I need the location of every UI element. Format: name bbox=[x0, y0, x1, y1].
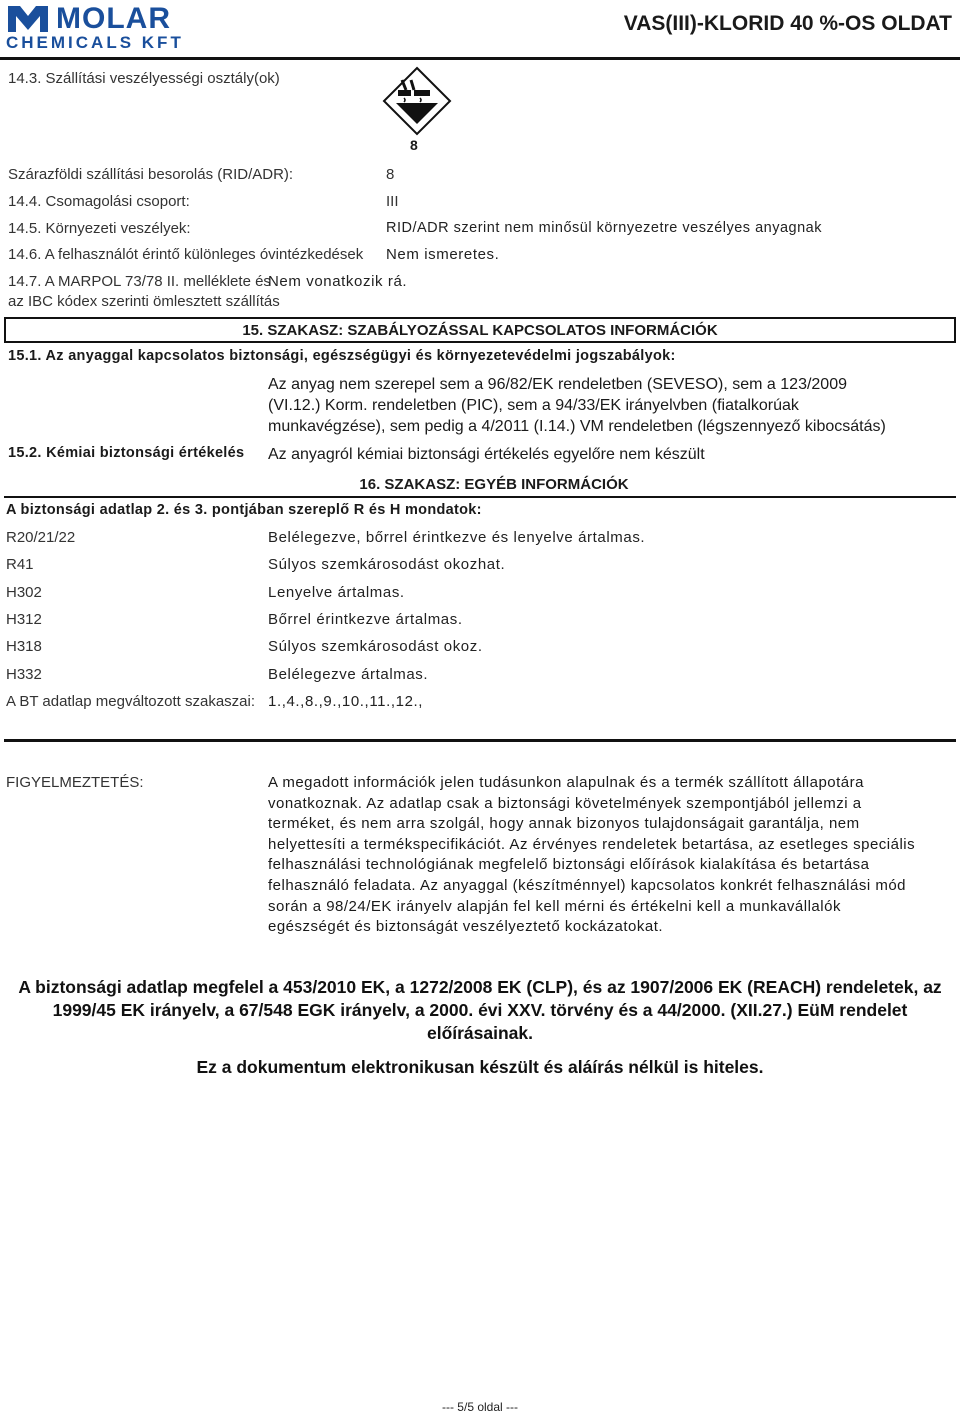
phrase-code-6: H332 bbox=[6, 666, 42, 683]
row-packing-group-value: III bbox=[386, 193, 399, 210]
legal-line-3: előírásainak. bbox=[426, 1023, 534, 1043]
row-precautions-value: Nem ismeretes. bbox=[386, 246, 500, 263]
page-number: --- 5/5 oldal --- bbox=[441, 1400, 518, 1414]
logo-mark-icon bbox=[6, 4, 50, 34]
s15-2-label: 15.2. Kémiai biztonsági értékelés bbox=[8, 445, 245, 461]
warning-line: A megadott információk jelen tudásunkon alapulnak és a termék szállított állapotára bbox=[268, 774, 864, 791]
phrase-code-2: R41 bbox=[6, 556, 34, 573]
section-16-title: 16. SZAKASZ: EGYÉB INFORMÁCIÓK bbox=[359, 476, 629, 493]
s15-1-label: 15.1. Az anyaggal kapcsolatos biztonsági, egészségügyi és környezetevédelmi jogszabályok: bbox=[8, 348, 676, 364]
changed-sections-value: 1.,4.,8.,9.,10.,11.,12., bbox=[268, 693, 424, 710]
section-15-header bbox=[4, 317, 956, 343]
section-15-title: 15. SZAKASZ: SZABÁLYOZÁSSAL KAPCSOLATOS INFORMÁCIÓK bbox=[242, 322, 718, 339]
warning-text bbox=[268, 773, 958, 938]
rh-phrases-heading: A biztonsági adatlap 2. és 3. pontjában szereplő R és H mondatok: bbox=[6, 502, 482, 518]
header-rule bbox=[0, 57, 960, 60]
row-packing-group-label: 14.4. Csomagolási csoport: bbox=[8, 193, 190, 210]
phrase-text-1: Belélegezve, bőrrel érintkezve és lenyelve ártalmas. bbox=[268, 529, 646, 546]
phrase-code-1: R20/21/22 bbox=[6, 529, 76, 546]
warning-line: egészségét és biztonságát veszélyeztető kockázatokat. bbox=[268, 918, 664, 936]
row-land-transport-value: 8 bbox=[386, 166, 395, 183]
corrosive-icon bbox=[382, 66, 452, 136]
row-marpol-label-line2: az IBC kódex szerinti ömlesztett szállítás bbox=[8, 293, 280, 310]
section-16-rule bbox=[4, 496, 956, 498]
warning-line: vonatkoznak. Az adatlap csak a biztonsági követelmények szempontjából jellemzi a bbox=[268, 794, 862, 812]
phrase-text-3: Lenyelve ártalmas. bbox=[268, 584, 405, 601]
phrase-text-2: Súlyos szemkárosodást okozhat. bbox=[268, 556, 506, 573]
phrase-text-5: Súlyos szemkárosodást okoz. bbox=[268, 638, 483, 655]
row-marpol-value: Nem vonatkozik rá. bbox=[268, 273, 408, 290]
changed-sections-label: A BT adatlap megváltozott szakaszai: bbox=[6, 693, 256, 710]
warning-line: terméket, és nem arra szolgál, hogy annak bizonyos tulajdonságait garantálja, nem bbox=[268, 815, 860, 833]
s15-1-line2: (VI.12.) Korm. rendeletben (PIC), sem a 94/33/EK irányelvben (fiatalkorúak bbox=[268, 397, 799, 414]
phrase-code-4: H312 bbox=[6, 611, 42, 628]
warning-line: felhasználó feladata. Az anyaggal (készítménnyel) kapcsolatos konkrét felhasználási mód bbox=[268, 876, 906, 894]
warning-label: FIGYELMEZTETÉS: bbox=[6, 774, 144, 791]
phrase-code-5: H318 bbox=[6, 638, 42, 655]
s15-1-text bbox=[268, 374, 958, 437]
row-env-hazard-label: 14.5. Környezeti veszélyek: bbox=[8, 220, 191, 237]
row-marpol-label: 14.7. A MARPOL 73/78 II. melléklete és bbox=[8, 273, 271, 290]
phrase-text-6: Belélegezve ártalmas. bbox=[268, 666, 429, 683]
hazard-class-number: 8 bbox=[410, 137, 418, 153]
phrase-text-4: Bőrrel érintkezve ártalmas. bbox=[268, 611, 463, 628]
s15-1-line3: munkavégzése), sem pedig a 4/2011 (I.14.) VM rendeletben (légszennyező kibocsátás) bbox=[268, 418, 886, 435]
electronic-signature-note: Ez a dokumentum elektronikusan készült és aláírás nélkül is hiteles. bbox=[196, 1057, 764, 1077]
warning-line: során a 98/24/EK irányelv alapján fel kell mérni és értékelni kell a munkavállalók bbox=[268, 897, 841, 915]
legal-line-2: 1999/45 EK irányelv, a 67/548 EGK irányelv, a 2000. évi XXV. törvény és a 44/2000. (XII.27.) EüM rendelet bbox=[52, 1000, 908, 1020]
phrase-code-3: H302 bbox=[6, 584, 42, 601]
s14-3-heading: 14.3. Szállítási veszélyességi osztály(ok) bbox=[8, 70, 280, 87]
warning-line: helyettesíti a termékspecifikációt. Az érvényes rendeletek betartása, az esetleges speciális bbox=[268, 835, 916, 853]
warning-line: felhasználási technológiának megfelelő biztonsági előírások kialakítása és betartása bbox=[268, 856, 870, 874]
row-env-hazard-value: RID/ADR szerint nem minősül környezetre veszélyes anyagnak bbox=[386, 220, 822, 236]
warning-rule bbox=[4, 739, 956, 742]
s15-1-line1: Az anyag nem szerepel sem a 96/82/EK rendeletben (SEVESO), sem a 123/2009 bbox=[268, 376, 847, 393]
legal-line-1: A biztonsági adatlap megfelel a 453/2010 EK, a 1272/2008 EK (CLP), és az 1907/2006 EK (REACH) rendeletek, az bbox=[18, 977, 942, 997]
row-precautions-label: 14.6. A felhasználót érintő különleges óvintézkedések bbox=[8, 246, 364, 263]
logo-text-molar: MOLAR bbox=[56, 2, 171, 35]
legal-footer bbox=[0, 976, 960, 1079]
document-title: VAS(III)-KLORID 40 %-OS OLDAT bbox=[623, 12, 952, 35]
row-land-transport-label: Szárazföldi szállítási besorolás (RID/ADR): bbox=[8, 166, 294, 183]
s15-2-text: Az anyagról kémiai biztonsági értékelés egyelőre nem készült bbox=[268, 446, 705, 463]
company-logo bbox=[6, 4, 226, 50]
logo-text-chemicals: CHEMICALS KFT bbox=[6, 33, 184, 52]
